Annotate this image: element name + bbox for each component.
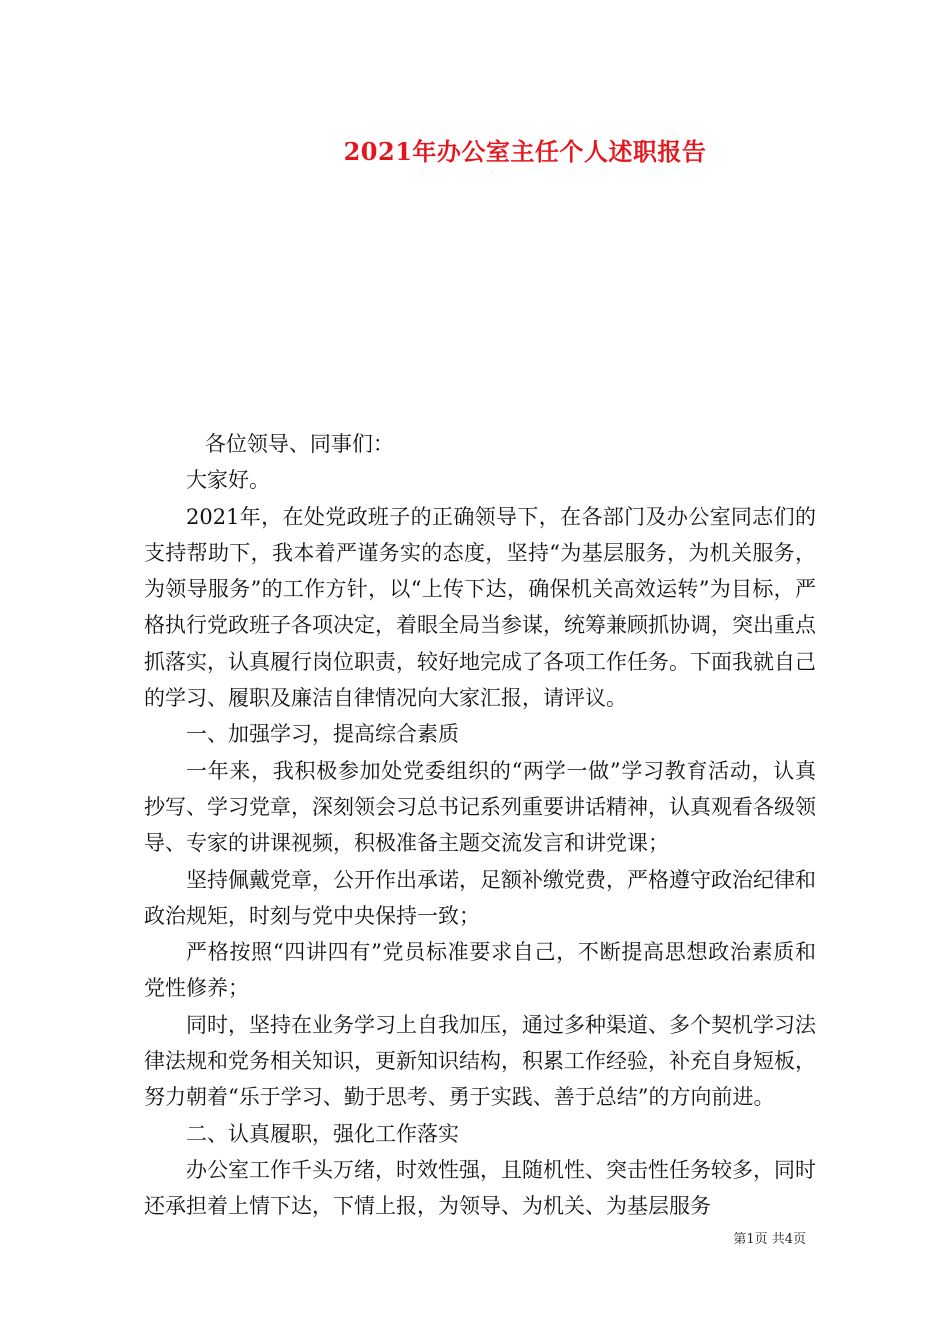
- paragraph-salutation: 各位领导、同事们：: [204, 432, 394, 456]
- section-heading-1: 一、加强学习，提高综合素质: [186, 722, 459, 747]
- document-title: 2021年办公室主任个人述职报告: [343, 137, 707, 166]
- document-body: [144, 426, 816, 1225]
- paragraph: 严格按照“四讲四有”党员标准要求自己，不断提高思想政治素质和党性修养；: [144, 940, 816, 1001]
- paragraph-greeting: 大家好。: [186, 468, 270, 493]
- paragraph: 坚持佩戴党章，公开作出承诺，足额补缴党费，严格遵守政治纪律和政治规矩，时刻与党中央保持一致；: [144, 867, 816, 928]
- paragraph: 同时，坚持在业务学习上自我加压，通过多种渠道、多个契机学习法律法规和党务相关知识，更新知识结构，积累工作经验，补充自身短板，努力朝着“乐于学习、勤于思考、勇于实践、善于总结”的方向前进。: [144, 1012, 816, 1110]
- paragraph: 一年来，我积极参加处党委组织的“两学一做”学习教育活动，认真抄写、学习党章，深刻领会习总书记系列重要讲话精神，认真观看各级领导、专家的讲课视频，积极准备主题交流发言和讲党课；: [144, 758, 816, 856]
- page-number: 第1页 共4页: [733, 1232, 806, 1247]
- section-heading-2: 二、认真履职，强化工作落实: [186, 1121, 459, 1146]
- paragraph: 办公室工作千头万绪，时效性强，且随机性、突击性任务较多，同时还承担着上情下达，下情上报，为领导、为机关、为基层服务: [144, 1157, 816, 1219]
- paragraph-intro: 2021年，在处党政班子的正确领导下，在各部门及办公室同志们的支持帮助下，我本着严谨务实的态度，坚持“为基层服务，为机关服务，为领导服务”的工作方针，以“上传下达，确保机关高效运转”为目标，严格执行党政班子各项决定，着眼全局当参谋，统筹兼顾抓协调，突出重点抓落实，认真履行岗位职责，较好地完成了各项工作任务。下面我就自己的学习、履职及廉洁自律情况向大家汇报，请评议。: [144, 504, 816, 711]
